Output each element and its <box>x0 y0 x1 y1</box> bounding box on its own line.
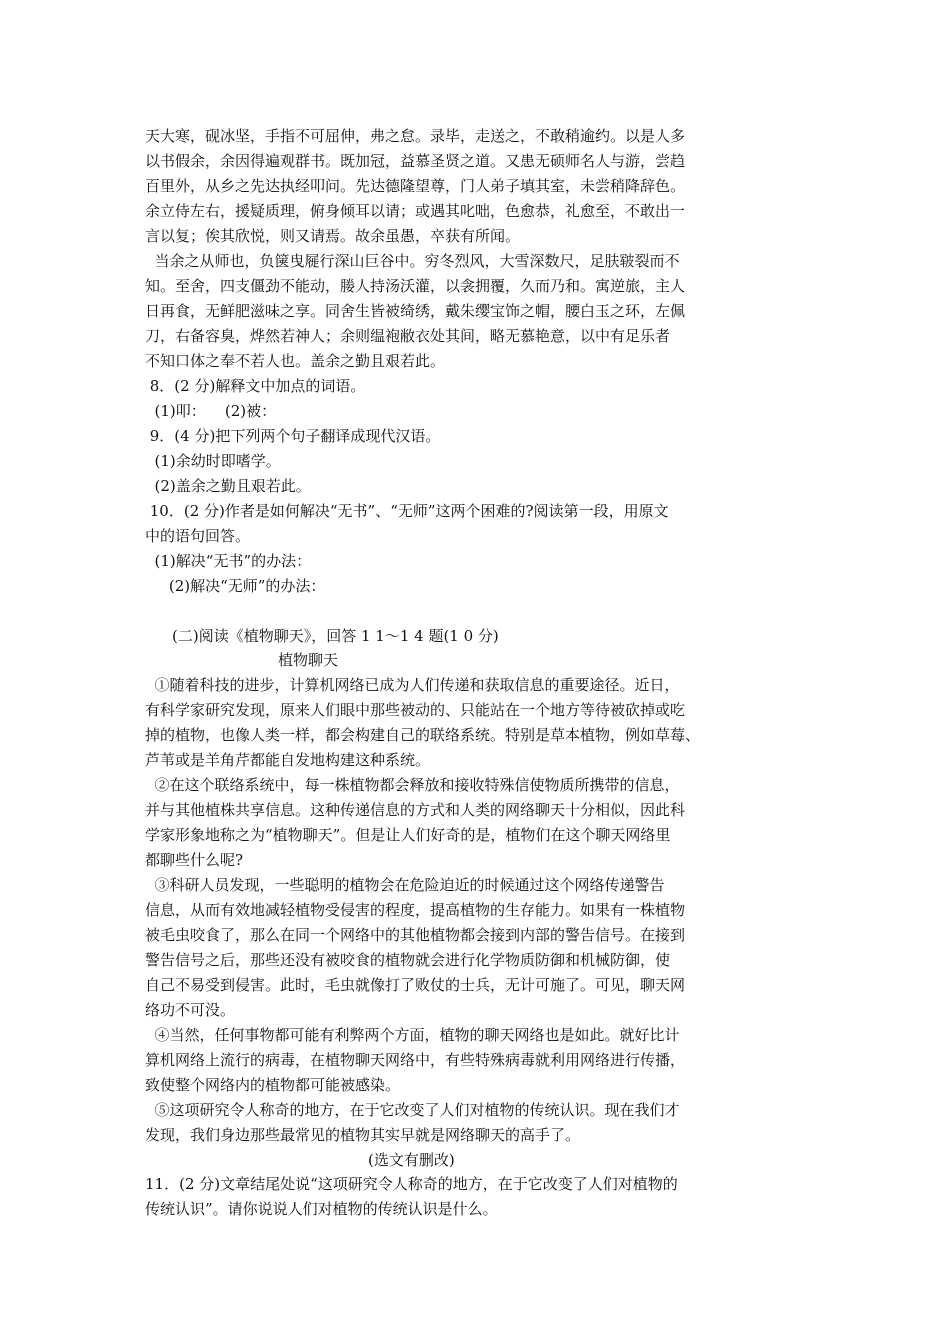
passage1-line-9: 刀，右备容臭，烨然若神人；余则缊袍敝衣处其间，略无慕艳意，以中有足乐者 <box>145 327 671 345</box>
passage2-line-3: 掉的植物，也像人类一样，都会构建自己的联络系统。特别是草本植物，例如草莓、 <box>145 726 701 744</box>
passage2-line-17: 致使整个网络内的植物都可能被感染。 <box>145 1076 401 1094</box>
passage2-line-4: 芦苇或是羊角芹都能自发地构建这种系统。 <box>145 751 431 769</box>
section-heading: (二)阅读《植物聊天》，回答 1 1～1 4 题(1 0 分) <box>172 627 499 645</box>
question-line-9: (2)解决“无师”的办法： <box>145 577 326 595</box>
question-line-3: 9．(4 分)把下列两个句子翻译成现代汉语。 <box>145 427 441 445</box>
question-line-7: 中的语句回答。 <box>145 527 251 545</box>
question-line-8: (1)解决“无书”的办法： <box>145 552 312 570</box>
passage1-line-5: 言以复；俟其欣悦，则又请焉。故余虽愚，卒获有所闻。 <box>145 227 521 245</box>
passage2-line-19: 发现，我们身边那些最常见的植物其实早就是网络聊天的高手了。 <box>145 1126 581 1144</box>
passage2-line-2: 有科学家研究发现，原来人们眼中那些被动的、只能站在一个地方等待被砍掉或吃 <box>145 701 686 719</box>
passage2-line-9: ③科研人员发现，一些聪明的植物会在危险迫近的时候通过这个网络传递警告 <box>145 876 665 894</box>
question-line-1: 8．(2 分)解释文中加点的词语。 <box>145 377 366 395</box>
question11-line-1: 11．(2 分)文章结尾处说“这项研究令人称奇的地方，在于它改变了人们对植物的 <box>145 1175 678 1193</box>
passage1-line-1: 天大寒，砚冰坚，手指不可屈伸，弗之怠。录毕，走送之，不敢稍逾约。以是人多 <box>145 127 686 145</box>
passage1-line-3: 百里外，从乡之先达执经叩问。先达德隆望尊，门人弟子填其室，未尝稍降辞色。 <box>145 177 686 195</box>
passage2-line-6: 并与其他植株共享信息。这种传递信息的方式和人类的网络聊天十分相似，因此科 <box>145 801 686 819</box>
passage1-line-2: 以书假余，余因得遍观群书。既加冠，益慕圣贤之道。又患无硕师名人与游，尝趋 <box>145 152 686 170</box>
question11-line-2: 传统认识”。请你说说人们对植物的传统认识是什么。 <box>145 1200 498 1218</box>
passage2-line-16: 算机网络上流行的病毒，在植物聊天网络中，有些特殊病毒就利用网络进行传播， <box>145 1051 686 1069</box>
question-line-6: 10．(2 分)作者是如何解决“无书”、“无师”这两个困难的?阅读第一段，用原文 <box>145 502 669 520</box>
passage2-line-15: ④当然，任何事物都可能有利弊两个方面，植物的聊天网络也是如此。就好比计 <box>145 1026 680 1044</box>
passage1-line-4: 余立侍左右，援疑质理，俯身倾耳以请；或遇其叱咄，色愈恭，礼愈至，不敢出一 <box>145 202 686 220</box>
passage2-line-14: 络功不可没。 <box>145 1001 236 1019</box>
passage2-line-1: ①随着科技的进步，计算机网络已成为人们传递和获取信息的重要途径。近日， <box>145 676 680 694</box>
passage2-line-18: ⑤这项研究令人称奇的地方，在于它改变了人们对植物的传统认识。现在我们才 <box>145 1101 680 1119</box>
passage2-line-5: ②在这个联络系统中，每一株植物都会释放和接收特殊信使物质所携带的信息， <box>145 776 680 794</box>
question-line-4: (1)余幼时即嗜学。 <box>145 452 281 470</box>
passage2-line-11: 被毛虫咬食了，那么在同一个网络中的其他植物都会接到内部的警告信号。在接到 <box>145 926 686 944</box>
passage2-line-12: 警告信号之后，那些还没有被咬食的植物就会进行化学物质防御和机械防御，使 <box>145 951 671 969</box>
passage1-line-7: 知。至舍，四支僵劲不能动，媵人持汤沃灌，以衾拥覆，久而乃和。寓逆旅，主人 <box>145 277 686 295</box>
passage2-line-13: 自己不易受到侵害。此时，毛虫就像打了败仗的士兵，无计可施了。可见，聊天网 <box>145 976 686 994</box>
question-line-5: (2)盖余之勤且艰若此。 <box>145 477 311 495</box>
passage2-line-8: 都聊些什么呢? <box>145 851 244 869</box>
passage2-line-7: 学家形象地称之为“植物聊天”。但是让人们好奇的是，植物们在这个聊天网络里 <box>145 826 671 844</box>
passage1-line-6: 当余之从师也，负箧曳屣行深山巨谷中。穷冬烈风，大雪深数尺，足肤皲裂而不 <box>145 252 680 270</box>
passage2-line-10: 信息，从而有效地减轻植物受侵害的程度，提高植物的生存能力。如果有一株植物 <box>145 901 686 919</box>
passage-title: 植物聊天 <box>278 651 339 669</box>
passage1-line-10: 不知口体之奉不若人也。盖余之勤且艰若此。 <box>145 352 446 370</box>
source-note: (选文有删改) <box>368 1151 455 1169</box>
question-line-2: (1)叩： (2)被： <box>145 402 277 420</box>
passage1-line-8: 日再食，无鲜肥滋味之享。同舍生皆被绮绣，戴朱缨宝饰之帽，腰白玉之环，左佩 <box>145 302 686 320</box>
